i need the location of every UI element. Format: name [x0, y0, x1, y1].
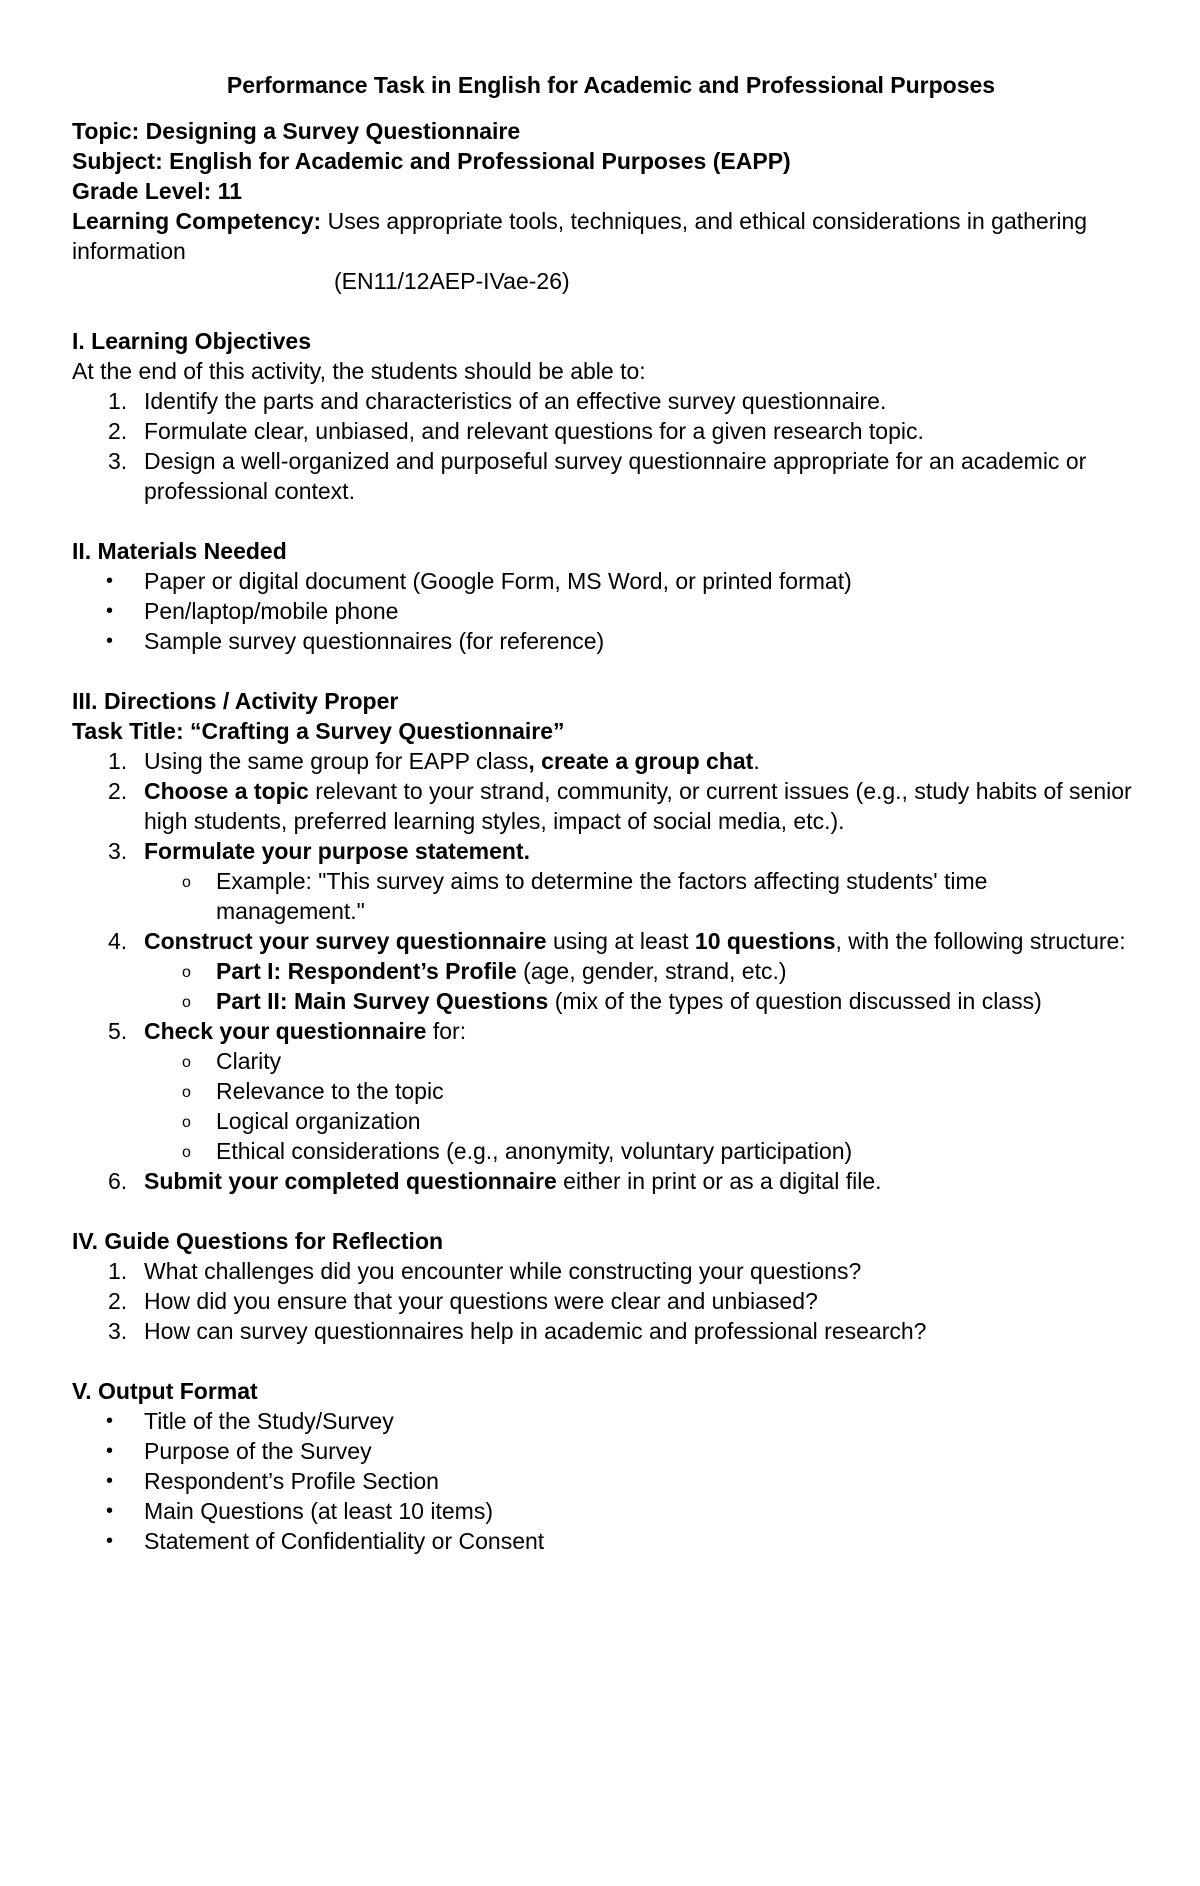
- item-text: What challenges did you encounter while constructing your questions?: [144, 1258, 862, 1284]
- item-number: 3.: [108, 448, 128, 474]
- list-item: [72, 1016, 1132, 1166]
- sub-bullet-icon: o: [182, 1114, 191, 1131]
- item-number: 3.: [108, 1318, 128, 1344]
- item-text: .: [753, 748, 760, 774]
- reflection-list: [72, 1256, 1132, 1346]
- meta-block: [72, 116, 1132, 296]
- list-item: [72, 1526, 1132, 1556]
- item-bold-text: 10 questions: [694, 928, 836, 954]
- sub-list: [144, 866, 1132, 926]
- item-text: Relevance to the topic: [216, 1078, 444, 1104]
- list-item: [72, 1466, 1132, 1496]
- item-number: 4.: [108, 928, 128, 954]
- item-text: How can survey questionnaires help in academic and professional research?: [144, 1318, 927, 1344]
- item-bold-text: Part II: Main Survey Questions: [216, 988, 549, 1014]
- list-item: [72, 1166, 1132, 1196]
- subject-line: Subject: English for Academic and Professional Purposes (EAPP): [72, 148, 791, 174]
- item-text: using at least: [546, 928, 695, 954]
- reflection-heading: IV. Guide Questions for Reflection: [72, 1228, 444, 1254]
- item-number: 2.: [108, 418, 128, 444]
- item-bold-text: Submit your completed questionnaire: [144, 1168, 557, 1194]
- bullet-icon: •: [106, 1470, 114, 1492]
- sub-bullet-icon: o: [182, 1054, 191, 1071]
- bullet-icon: •: [106, 1500, 114, 1522]
- bullet-icon: •: [106, 570, 114, 592]
- sub-bullet-icon: o: [182, 994, 191, 1011]
- sub-list-item: [72, 1076, 1132, 1106]
- directions-list: [72, 746, 1132, 1196]
- list-item: [72, 416, 1132, 446]
- bullet-icon: •: [106, 1440, 114, 1462]
- document-page: [72, 70, 1132, 1556]
- topic-line: Topic: Designing a Survey Questionnaire: [72, 118, 521, 144]
- list-item: [72, 926, 1132, 1016]
- item-number: 6.: [108, 1168, 128, 1194]
- list-item: [72, 836, 1132, 926]
- sub-bullet-icon: o: [182, 964, 191, 981]
- item-number: 1.: [108, 388, 128, 414]
- item-text: Sample survey questionnaires (for reference): [144, 628, 605, 654]
- item-text: Formulate clear, unbiased, and relevant questions for a given research topic.: [144, 418, 924, 444]
- item-number: 5.: [108, 1018, 128, 1044]
- directions-heading: III. Directions / Activity Proper: [72, 688, 399, 714]
- objectives-intro: At the end of this activity, the students should be able to:: [72, 358, 646, 384]
- item-text: How did you ensure that your questions were clear and unbiased?: [144, 1288, 818, 1314]
- output-list: [72, 1406, 1132, 1556]
- item-text: (age, gender, strand, etc.): [516, 958, 787, 984]
- item-text: Respondent’s Profile Section: [144, 1468, 439, 1494]
- item-bold-text: Construct your survey questionnaire: [144, 928, 547, 954]
- item-text: (mix of the types of question discussed in class): [548, 988, 1042, 1014]
- item-text: Example: "This survey aims to determine the factors affecting students' time management.": [216, 868, 988, 924]
- item-number: 1.: [108, 748, 128, 774]
- list-item: [72, 446, 1132, 506]
- list-item: [72, 776, 1132, 836]
- sub-list: [144, 956, 1132, 1016]
- item-text: Clarity: [216, 1048, 282, 1074]
- sub-list-item: [72, 866, 1132, 926]
- list-item: [72, 1406, 1132, 1436]
- objectives-list: [72, 386, 1132, 506]
- item-text: Pen/laptop/mobile phone: [144, 598, 399, 624]
- item-number: 3.: [108, 838, 128, 864]
- sub-list: [144, 1046, 1132, 1166]
- objectives-heading: I. Learning Objectives: [72, 328, 312, 354]
- item-text: Title of the Study/Survey: [144, 1408, 394, 1434]
- bullet-icon: •: [106, 1530, 114, 1552]
- task-title: Task Title: “Crafting a Survey Questionnaire”: [72, 718, 565, 744]
- item-text: Ethical considerations (e.g., anonymity, voluntary participation): [216, 1138, 853, 1164]
- item-number: 2.: [108, 1288, 128, 1314]
- item-text: Design a well-organized and purposeful survey questionnaire appropriate for an academic or professional context.: [144, 448, 1087, 504]
- list-item: [72, 1436, 1132, 1466]
- item-bold-text: Check your questionnaire: [144, 1018, 427, 1044]
- list-item: [72, 1256, 1132, 1286]
- item-text: either in print or as a digital file.: [556, 1168, 882, 1194]
- list-item: [72, 596, 1132, 626]
- sub-bullet-icon: o: [182, 874, 191, 891]
- sub-list-item: [72, 1046, 1132, 1076]
- grade-line: Grade Level: 11: [72, 178, 243, 204]
- list-item: [72, 1316, 1132, 1346]
- sub-bullet-icon: o: [182, 1084, 191, 1101]
- list-item: [72, 566, 1132, 596]
- sub-list-item: [72, 956, 1132, 986]
- item-text: Statement of Confidentiality or Consent: [144, 1528, 545, 1554]
- competency-code: (EN11/12AEP-IVae-26): [334, 268, 570, 294]
- item-text: for:: [426, 1018, 467, 1044]
- item-number: 2.: [108, 778, 128, 804]
- item-text: Paper or digital document (Google Form, MS Word, or printed format): [144, 568, 852, 594]
- materials-list: [72, 566, 1132, 656]
- item-text: Using the same group for EAPP class: [144, 748, 529, 774]
- output-heading: V. Output Format: [72, 1378, 258, 1404]
- sub-bullet-icon: o: [182, 1144, 191, 1161]
- item-text: Main Questions (at least 10 items): [144, 1498, 493, 1524]
- list-item: [72, 626, 1132, 656]
- sub-list-item: [72, 1106, 1132, 1136]
- item-number: 1.: [108, 1258, 128, 1284]
- list-item: [72, 746, 1132, 776]
- bullet-icon: •: [106, 630, 114, 652]
- sub-list-item: [72, 1136, 1132, 1166]
- item-text: Purpose of the Survey: [144, 1438, 372, 1464]
- sub-list-item: [72, 986, 1132, 1016]
- item-bold-text: Formulate your purpose statement.: [144, 838, 530, 864]
- list-item: [72, 1496, 1132, 1526]
- bullet-icon: •: [106, 600, 114, 622]
- item-bold-text: Choose a topic: [144, 778, 309, 804]
- item-text: Logical organization: [216, 1108, 421, 1134]
- item-bold-text: , create a group chat: [528, 748, 754, 774]
- item-text: relevant to your strand, community, or current issues (e.g., study habits of senior high students, preferred learning styles, impact of social media, etc.).: [144, 778, 1132, 834]
- bullet-icon: •: [106, 1410, 114, 1432]
- item-bold-text: Part I: Respondent’s Profile: [216, 958, 517, 984]
- competency-text: Uses appropriate tools, techniques, and ethical considerations in gathering information: [72, 208, 1088, 264]
- competency-label: Learning Competency:: [72, 208, 322, 234]
- materials-heading: II. Materials Needed: [72, 538, 287, 564]
- list-item: [72, 1286, 1132, 1316]
- document-title: Performance Task in English for Academic and Professional Purposes: [226, 72, 996, 98]
- list-item: [72, 386, 1132, 416]
- item-text: , with the following structure:: [835, 928, 1126, 954]
- item-text: Identify the parts and characteristics of an effective survey questionnaire.: [144, 388, 887, 414]
- competency-line: [72, 206, 1132, 266]
